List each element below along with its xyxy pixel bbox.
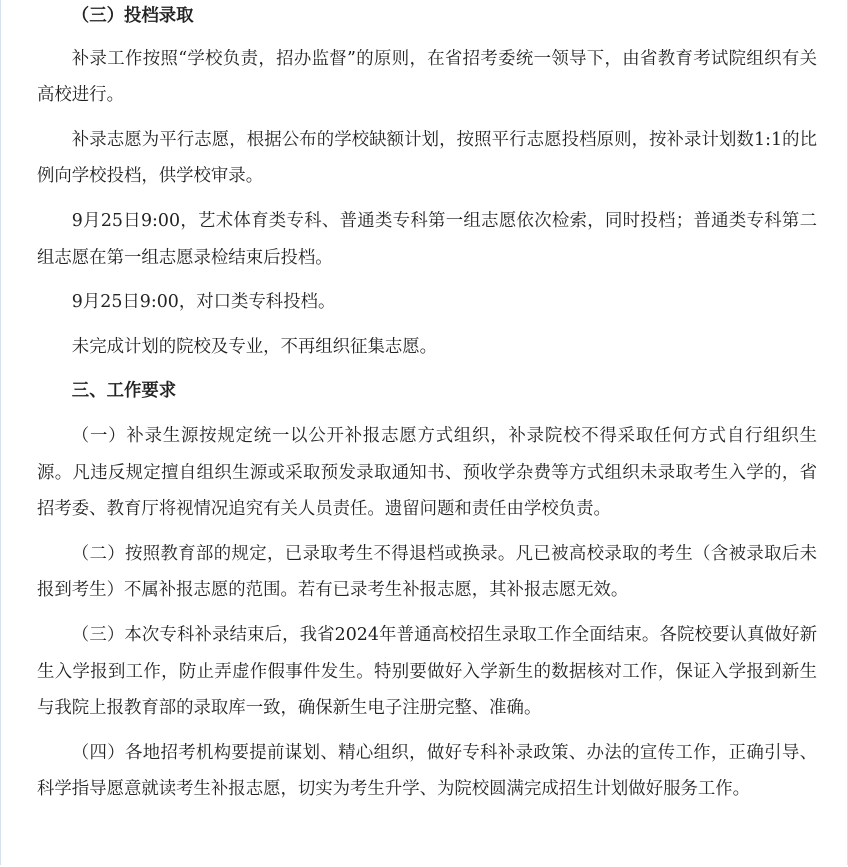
requirement-2: （二）按照教育部的规定，已录取考生不得退档或换录。凡已被高校录取的考生（含被录取后未报到考生）不属补报志愿的范围。若有已录考生补报志愿，其补报志愿无效。 <box>37 543 817 601</box>
subsection-heading-3: （三）投档录取 <box>71 6 194 26</box>
section-heading-3: 三、工作要求 <box>71 381 177 402</box>
requirement-3: （三）本次专科补录结束后，我省2024年普通高校招生录取工作全面结束。各院校要认真做好新生入学报到工作，防止弄虚作假事件发生。特别要做好入学新生的数据核对工作，保证入学报到新生与我院上报教育部的录取库一致，确保新生电子注册完整、准确。 <box>37 624 817 719</box>
paragraph-schedule-vocational: 9月25日9:00，对口类专科投档。 <box>71 292 336 313</box>
paragraph-no-further-call: 未完成计划的院校及专业，不再组织征集志愿。 <box>71 336 438 357</box>
paragraph-schedule-general: 9月25日9:00，艺术体育类专科、普通类专科第一组志愿依次检索，同时投档；普通类专科第二组志愿在第一组志愿录检结束后投档。 <box>37 210 817 268</box>
paragraph-parallel-volunteer: 补录志愿为平行志愿，根据公布的学校缺额计划，按照平行志愿投档原则，按补录计划数1:1的比例向学校投档，供学校审录。 <box>37 129 817 187</box>
requirement-1: （一）补录生源按规定统一以公开补报志愿方式组织，补录院校不得采取任何方式自行组织生源。凡违反规定擅自组织生源或采取预发录取通知书、预收学杂费等方式组织未录取考生入学的，省招考委、教育厅将视情况追究有关人员责任。遗留问题和责任由学校负责。 <box>37 425 817 520</box>
requirement-4: （四）各地招考机构要提前谋划、精心组织，做好专科补录政策、办法的宣传工作，正确引导、科学指导愿意就读考生补报志愿，切实为考生升学、为院校圆满完成招生计划做好服务工作。 <box>37 742 817 800</box>
paragraph-principle: 补录工作按照“学校负责，招办监督”的原则，在省招考委统一领导下，由省教育考试院组织有关高校进行。 <box>37 48 817 106</box>
